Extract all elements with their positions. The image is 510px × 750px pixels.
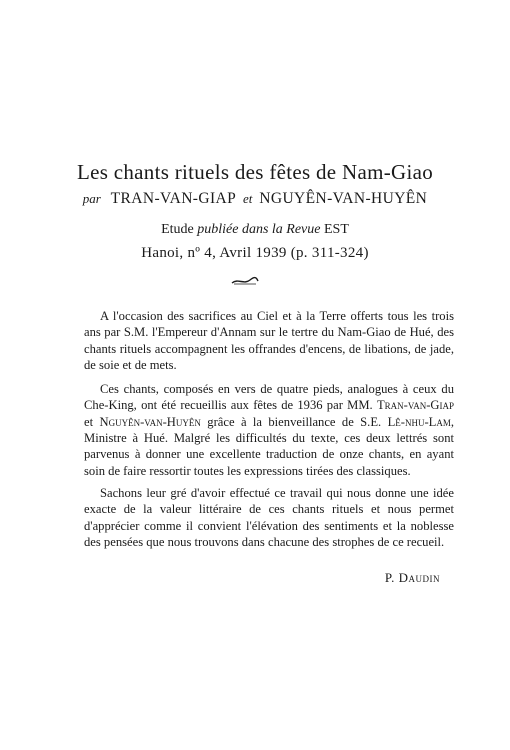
signature: P. Daudin xyxy=(384,570,440,585)
swash-ornament-icon xyxy=(230,276,260,286)
paragraph-2 xyxy=(84,381,454,479)
p2-name-2: Nguyên-van-Huyên xyxy=(99,414,201,429)
study-prefix: Etude xyxy=(161,222,194,237)
journal-name: EST xyxy=(324,222,349,237)
byline-par: par xyxy=(82,191,101,206)
publication-reference: Hanoi, nº 4, Avril 1939 (p. 311-324) xyxy=(141,245,369,261)
byline xyxy=(0,190,510,208)
p2-text-a: Ces chants, composés en vers de quatre pieds, analogues à ceux du Che-King, ont été recueillis aux fêtes de 1936 par MM. xyxy=(84,382,454,413)
p2-name-1: Tran-van-Giap xyxy=(376,398,454,413)
byline-et: et xyxy=(243,191,253,206)
document-title: Les chants rituels des fêtes de Nam-Giao xyxy=(76,160,434,184)
study-middle: publiée dans la Revue xyxy=(197,222,321,237)
p2-et: et xyxy=(84,414,94,429)
paragraph-1: A l'occasion des sacrifices au Ciel et à la Terre offerts tous les trois ans par S.M. l'Empereur d'Annam sur le tertre du Nam-Giao de Hué, des chants rituels accompagnent les offrandes d'encens, de libations, de jade, de soie et de mets. xyxy=(84,309,454,372)
body-text xyxy=(84,308,454,558)
author-2: NGUYÊN-VAN-HUYÊN xyxy=(259,190,428,207)
p2-text-b: grâce à la bienveillance de S.E. xyxy=(207,414,382,429)
p2-text-c: , Ministre à Hué. Malgré les difficultés du texte, ces deux lettrés sont parvenus à donner une excellente traduction de onze chants, en ayant soin de faire ressortir toutes les expressions tirées des classiques. xyxy=(84,414,454,478)
p2-name-3: Lê-nhu-Lam xyxy=(387,414,451,429)
paragraph-3: Sachons leur gré d'avoir effectué ce travail qui nous donne une idée exacte de la valeur littéraire de ces chants rituels et nous permet d'apprécier comme il convient l'élévation des sentiments et la noblesse des pensées que nous trouvons dans chacune des strophes de ce recueil. xyxy=(84,485,454,549)
author-1: TRAN-VAN-GIAP xyxy=(110,190,237,207)
publication-note xyxy=(0,222,510,238)
